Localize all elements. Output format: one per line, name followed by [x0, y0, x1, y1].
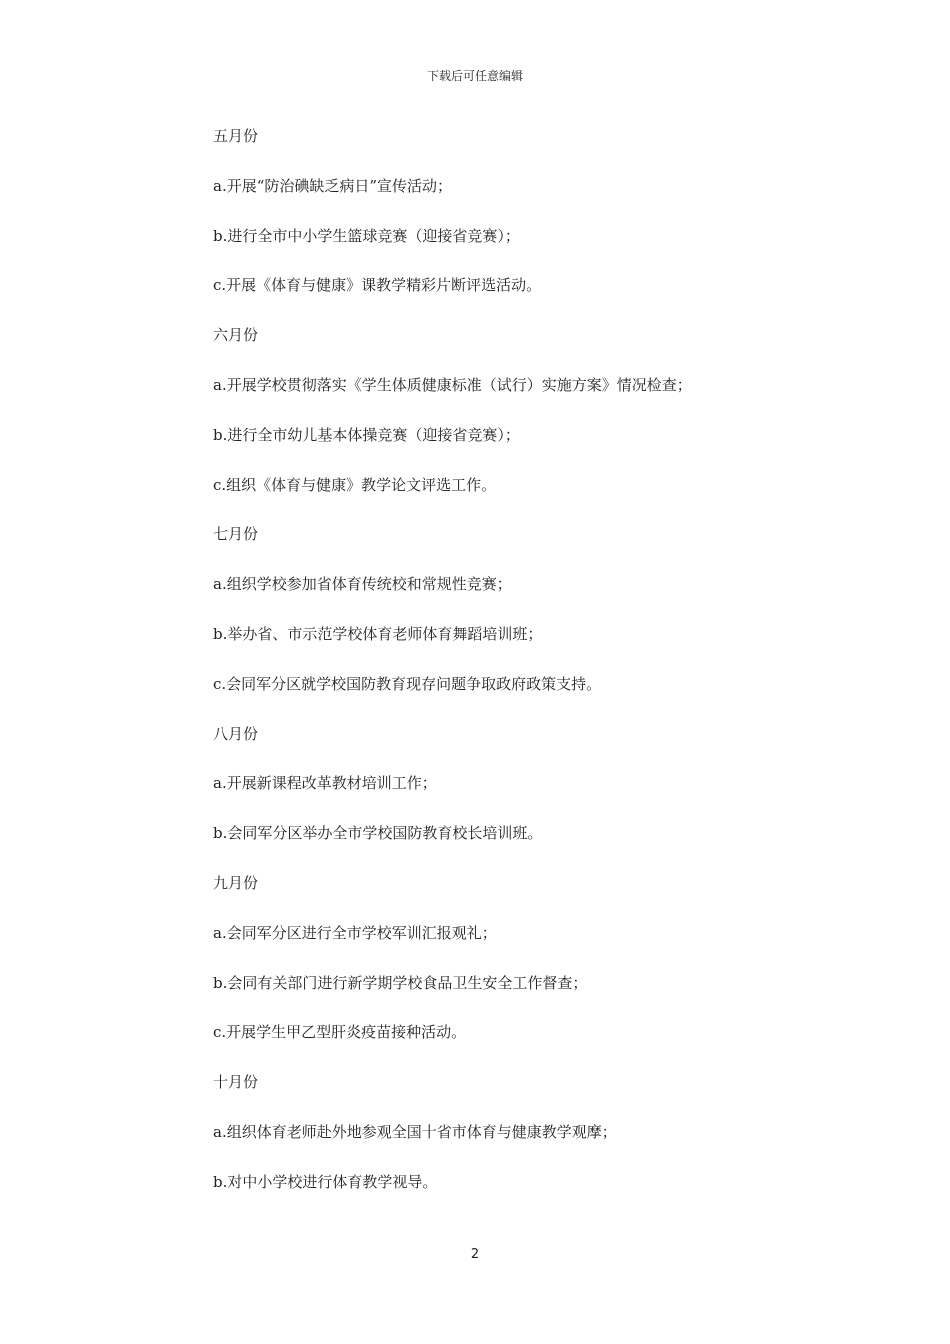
page-number: 2: [470, 1247, 480, 1262]
list-item: c.开展《体育与健康》课教学精彩片断评选活动。: [213, 276, 542, 295]
list-item: c.组织《体育与健康》教学论文评选工作。: [213, 475, 497, 494]
list-item: c.会同军分区就学校国防教育现存问题争取政府政策支持。: [213, 674, 602, 693]
list-item: b.举办省、市示范学校体育老师体育舞蹈培训班；: [213, 624, 543, 643]
list-item: a.组织学校参加省体育传统校和常规性竞赛；: [213, 575, 512, 594]
month-heading-august: 八月份: [213, 724, 259, 743]
document-body: [213, 124, 773, 1220]
list-item: c.开展学生甲乙型肝炎疫苗接种活动。: [213, 1023, 467, 1042]
list-item: b.进行全市中小学生篮球竞赛（迎接省竞赛）；: [213, 226, 520, 245]
list-item: a.组织体育老师赴外地参观全国十省市体育与健康教学观摩；: [213, 1122, 617, 1141]
month-heading-september: 九月份: [213, 873, 259, 892]
list-item: b.对中小学校进行体育教学视导。: [213, 1172, 438, 1191]
list-item: a.会同军分区进行全市学校军训汇报观礼；: [213, 923, 497, 942]
list-item: b.进行全市幼儿基本体操竞赛（迎接省竞赛）；: [213, 425, 520, 444]
list-item: a.开展“防治碘缺乏病日”宣传活动；: [213, 176, 453, 195]
page-header: 下载后可任意编辑: [426, 69, 523, 83]
month-heading-june: 六月份: [213, 326, 259, 345]
list-item: a.开展学校贯彻落实《学生体质健康标准（试行）实施方案》情况检查；: [213, 375, 692, 394]
list-item: b.会同军分区举办全市学校国防教育校长培训班。: [213, 824, 543, 843]
month-heading-october: 十月份: [213, 1073, 259, 1092]
month-heading-july: 七月份: [213, 525, 259, 544]
list-item: b.会同有关部门进行新学期学校食品卫生安全工作督查；: [213, 973, 588, 992]
month-heading-may: 五月份: [213, 127, 259, 145]
list-item: a.开展新课程改革教材培训工作；: [213, 774, 437, 793]
